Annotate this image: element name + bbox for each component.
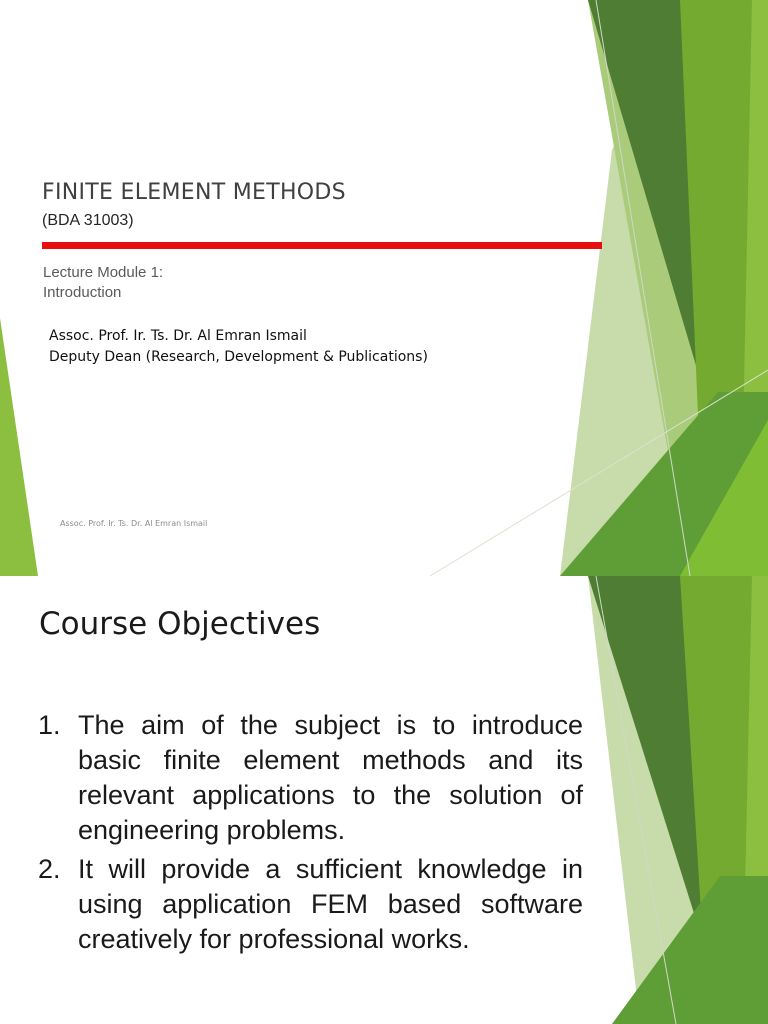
- title-underline-bar: [42, 242, 602, 249]
- lecture-topic: Introduction: [43, 284, 122, 301]
- objectives-heading: Course Objectives: [39, 606, 321, 642]
- objective-number: 2.: [38, 854, 61, 884]
- author-role: Deputy Dean (Research, Development & Publications): [49, 349, 428, 365]
- author-name: Assoc. Prof. Ir. Ts. Dr. Al Emran Ismail: [49, 328, 307, 344]
- objective-text: The aim of the subject is to introduce basic finite element methods and its relevant applications to the solution of engineering problems.: [78, 710, 583, 845]
- lecture-module-label: Lecture Module 1:: [43, 264, 164, 281]
- left-green-triangle: [0, 318, 38, 576]
- objective-item: [38, 852, 583, 957]
- slide-title: FINITE ELEMENT METHODS: [42, 180, 346, 205]
- course-code: (BDA 31003): [42, 212, 134, 229]
- objective-item: [38, 708, 583, 848]
- objective-number: 1.: [38, 710, 61, 740]
- objective-text: It will provide a sufficient knowledge in using application FEM based software creatively for professional works.: [78, 854, 583, 954]
- slide-footer: Assoc. Prof. Ir. Ts. Dr. Al Emran Ismail: [60, 519, 208, 528]
